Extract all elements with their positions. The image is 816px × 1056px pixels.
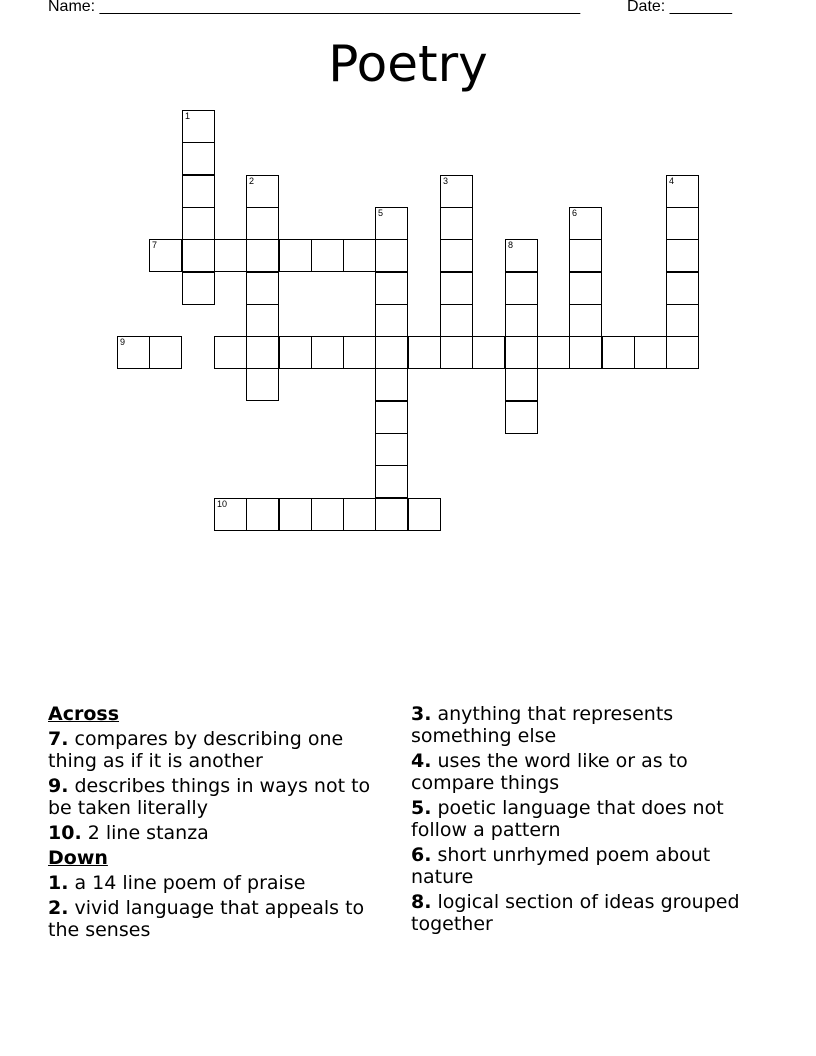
crossword-cell[interactable] xyxy=(634,336,667,369)
crossword-cell[interactable] xyxy=(440,175,473,208)
clue-down-8 xyxy=(411,891,741,935)
crossword-cell[interactable] xyxy=(279,498,312,531)
crossword-cell[interactable] xyxy=(666,207,699,240)
crossword-cell[interactable] xyxy=(182,207,215,240)
crossword-cell[interactable] xyxy=(182,272,215,305)
clue-down-4 xyxy=(411,750,741,794)
clue-text: vivid language that appeals to the senses xyxy=(48,897,365,941)
clue-text: poetic language that does not follow a pattern xyxy=(411,797,724,841)
crossword-cell[interactable] xyxy=(246,239,279,272)
clue-text: describes things in ways not to be taken literally xyxy=(48,775,371,819)
crossword-cell[interactable] xyxy=(440,207,473,240)
clue-text: a 14 line poem of praise xyxy=(74,872,306,894)
crossword-cell[interactable] xyxy=(375,207,408,240)
clue-down-2 xyxy=(48,897,378,941)
cell-number: 10 xyxy=(217,499,228,509)
cell-number: 7 xyxy=(152,240,158,250)
page-title: Poetry xyxy=(328,35,488,93)
clue-across-7 xyxy=(48,728,378,772)
clues-column-right xyxy=(411,703,741,938)
crossword-cell[interactable] xyxy=(602,336,635,369)
crossword-cell[interactable] xyxy=(375,336,408,369)
clue-number: 10. xyxy=(48,822,82,844)
crossword-cell[interactable] xyxy=(569,207,602,240)
crossword-cell[interactable] xyxy=(375,239,408,272)
crossword-cell[interactable] xyxy=(505,401,538,434)
crossword-cell[interactable] xyxy=(375,272,408,305)
crossword-cell[interactable] xyxy=(279,239,312,272)
clue-text: compares by describing one thing as if it is another xyxy=(48,728,344,772)
clue-number: 7. xyxy=(48,728,69,750)
clue-text: logical section of ideas grouped together xyxy=(411,891,740,935)
crossword-cell[interactable] xyxy=(214,239,247,272)
clue-number: 8. xyxy=(411,891,432,913)
date-field[interactable]: Date: _______ xyxy=(627,0,732,15)
crossword-cell[interactable] xyxy=(117,336,150,369)
crossword-cell[interactable] xyxy=(375,401,408,434)
crossword-cell[interactable] xyxy=(440,239,473,272)
crossword-cell[interactable] xyxy=(182,142,215,175)
cell-number: 8 xyxy=(508,240,514,250)
crossword-cell[interactable] xyxy=(214,336,247,369)
crossword-cell[interactable] xyxy=(569,272,602,305)
crossword-cell[interactable] xyxy=(537,336,570,369)
crossword-cell[interactable] xyxy=(246,498,279,531)
crossword-cell[interactable] xyxy=(246,336,279,369)
clues-column-left xyxy=(48,703,378,944)
crossword-cell[interactable] xyxy=(440,304,473,337)
clue-text: 2 line stanza xyxy=(87,822,209,844)
crossword-cell[interactable] xyxy=(246,368,279,401)
clue-number: 9. xyxy=(48,775,69,797)
crossword-cell[interactable] xyxy=(472,336,505,369)
crossword-cell[interactable] xyxy=(311,239,344,272)
clue-number: 6. xyxy=(411,844,432,866)
crossword-cell[interactable] xyxy=(666,336,699,369)
crossword-cell[interactable] xyxy=(440,336,473,369)
across-heading: Across xyxy=(48,703,120,725)
crossword-cell[interactable] xyxy=(505,336,538,369)
crossword-cell[interactable] xyxy=(343,498,376,531)
crossword-cell[interactable] xyxy=(408,336,441,369)
crossword-cell[interactable] xyxy=(311,498,344,531)
crossword-cell[interactable] xyxy=(246,207,279,240)
clue-text: anything that represents something else xyxy=(411,703,674,747)
down-heading: Down xyxy=(48,847,108,869)
crossword-cell[interactable] xyxy=(666,304,699,337)
crossword-cell[interactable] xyxy=(569,336,602,369)
clue-down-6 xyxy=(411,844,741,888)
cell-number: 2 xyxy=(249,176,255,186)
crossword-cell[interactable] xyxy=(666,175,699,208)
clue-number: 5. xyxy=(411,797,432,819)
cell-number: 1 xyxy=(185,111,191,121)
clue-across-10 xyxy=(48,822,378,844)
name-field[interactable]: Name: ______________________________________________________ xyxy=(48,0,581,15)
clue-down-1 xyxy=(48,872,378,894)
crossword-cell[interactable] xyxy=(246,272,279,305)
crossword-cell[interactable] xyxy=(666,239,699,272)
crossword-cell[interactable] xyxy=(182,110,215,143)
crossword-cell[interactable] xyxy=(440,272,473,305)
crossword-cell[interactable] xyxy=(375,433,408,466)
crossword-grid xyxy=(0,0,816,520)
crossword-cell[interactable] xyxy=(311,336,344,369)
crossword-cell[interactable] xyxy=(343,336,376,369)
crossword-cell[interactable] xyxy=(246,304,279,337)
crossword-cell[interactable] xyxy=(505,239,538,272)
clue-number: 3. xyxy=(411,703,432,725)
crossword-cell[interactable] xyxy=(279,336,312,369)
clue-text: uses the word like or as to compare things xyxy=(411,750,688,794)
cell-number: 6 xyxy=(572,208,578,218)
crossword-cell[interactable] xyxy=(666,272,699,305)
crossword-cell[interactable] xyxy=(569,239,602,272)
cell-number: 5 xyxy=(378,208,384,218)
crossword-cell[interactable] xyxy=(408,498,441,531)
crossword-cell[interactable] xyxy=(375,498,408,531)
crossword-cell[interactable] xyxy=(375,304,408,337)
clue-down-3 xyxy=(411,703,741,747)
clue-across-9 xyxy=(48,775,378,819)
cell-number: 9 xyxy=(120,337,126,347)
crossword-cell[interactable] xyxy=(505,272,538,305)
crossword-cell[interactable] xyxy=(569,304,602,337)
clue-number: 4. xyxy=(411,750,432,772)
cell-number: 3 xyxy=(443,176,449,186)
clue-number: 1. xyxy=(48,872,69,894)
clue-down-5 xyxy=(411,797,741,841)
crossword-cell[interactable] xyxy=(182,239,215,272)
crossword-cell[interactable] xyxy=(375,465,408,498)
clue-text: short unrhymed poem about nature xyxy=(411,844,711,888)
clue-number: 2. xyxy=(48,897,69,919)
crossword-cell[interactable] xyxy=(182,175,215,208)
cell-number: 4 xyxy=(669,176,675,186)
crossword-cell[interactable] xyxy=(214,498,247,531)
crossword-cell[interactable] xyxy=(505,368,538,401)
crossword-cell[interactable] xyxy=(149,239,182,272)
crossword-cell[interactable] xyxy=(505,304,538,337)
crossword-cell[interactable] xyxy=(375,368,408,401)
crossword-cell[interactable] xyxy=(246,175,279,208)
crossword-cell[interactable] xyxy=(149,336,182,369)
crossword-cell[interactable] xyxy=(343,239,376,272)
